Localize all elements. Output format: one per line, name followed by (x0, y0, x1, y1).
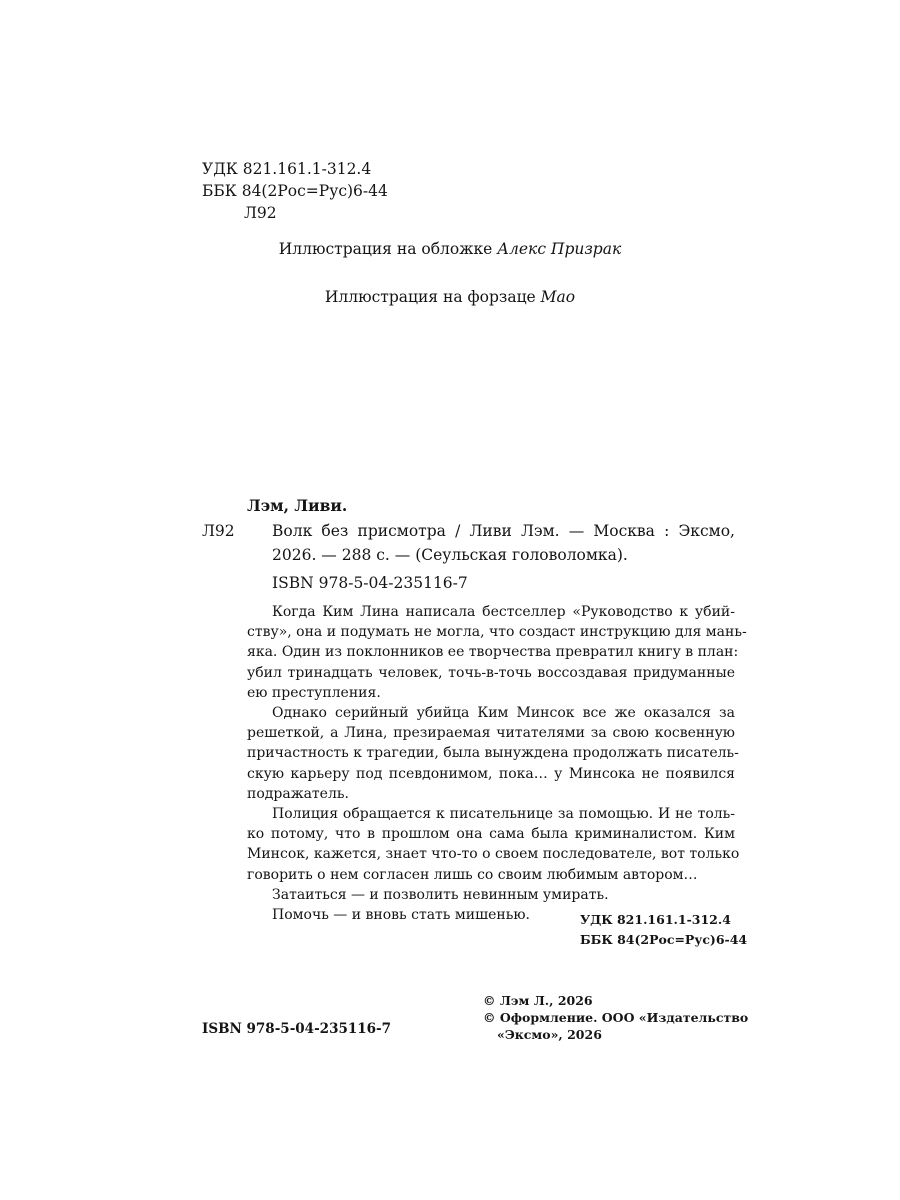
bbk-code: ББК 84(2Рос=Рус)6-44 (580, 932, 748, 947)
annotation-line: яка. Один из поклонников ее творчества превратил книгу в план: (247, 644, 739, 661)
catalog-isbn: ISBN 978-5-04-235116-7 (272, 574, 468, 592)
udk-code: УДК 821.161.1-312.4 (580, 912, 731, 927)
annotation-line: убил тринадцать человек, точь-в-точь воссоздавая придуманные (247, 664, 735, 681)
catalog-code: Л92 (202, 522, 235, 540)
annotation-line: Когда Ким Лина написала бестселлер «Руководство к убий- (272, 604, 735, 620)
author-code: Л92 (244, 204, 277, 222)
annotation-line: говорить о нем согласен лишь со своим любимым автором… (247, 866, 698, 883)
annotation-line: Однако серийный убийца Ким Минсок все же оказался за (272, 705, 735, 722)
credit-label: Иллюстрация на форзаце (324, 288, 536, 306)
catalog-imprint-line: 2026. — 288 с. — (Сеульская головоломка). (272, 546, 628, 564)
copyright-author: © Лэм Л., 2026 (483, 993, 593, 1008)
catalog-title-line: Волк без присмотра / Ливи Лэм. — Москва : Эксмо, (272, 522, 735, 540)
annotation-line: Помочь — и вновь стать мишенью. (272, 907, 530, 924)
credit-label: Иллюстрация на обложке (278, 240, 493, 258)
annotation-line: ству», она и подумать не могла, что создаст инструкцию для мань- (247, 624, 747, 641)
annotation-line: скую карьеру под псевдонимом, пока… у Минсока не появился (247, 765, 735, 782)
credit-name: Алекс Призрак (497, 240, 622, 258)
classification-block (202, 158, 388, 224)
classification-codes-right (580, 910, 747, 950)
cover-illustration-credit (0, 240, 900, 258)
copyright-design: © Оформление. ООО «Издательство (483, 1010, 749, 1025)
copyright-design-cont: «Эксмо», 2026 (497, 1027, 602, 1042)
catalog-author: Лэм, Ливи. (247, 496, 348, 515)
annotation-line: решеткой, а Лина, презираемая читателями за свою косвенную (247, 725, 735, 742)
endpaper-illustration-credit (0, 288, 900, 306)
annotation-line: Полиция обращается к писательнице за помощью. И не толь- (272, 806, 735, 823)
annotation-line: ею преступления. (247, 684, 381, 701)
isbn-bottom: ISBN 978-5-04-235116-7 (202, 1021, 392, 1037)
copyright-block (483, 992, 748, 1043)
bbk-code: ББК 84(2Рос=Рус)6-44 (202, 182, 388, 200)
annotation-line: Минсок, кажется, знает что-то о своем последователе, вот только (247, 846, 740, 863)
annotation-line: подражатель. (247, 785, 349, 802)
udk-code: УДК 821.161.1-312.4 (202, 160, 372, 178)
annotation-line: причастность к трагедии, была вынуждена продолжать писатель- (247, 745, 739, 762)
annotation (247, 602, 747, 925)
annotation-line: ко потому, что в прошлом она сама была криминалистом. Ким (247, 826, 735, 843)
credit-name: Мао (540, 288, 576, 306)
annotation-line: Затаиться — и позволить невинным умирать. (272, 886, 609, 903)
